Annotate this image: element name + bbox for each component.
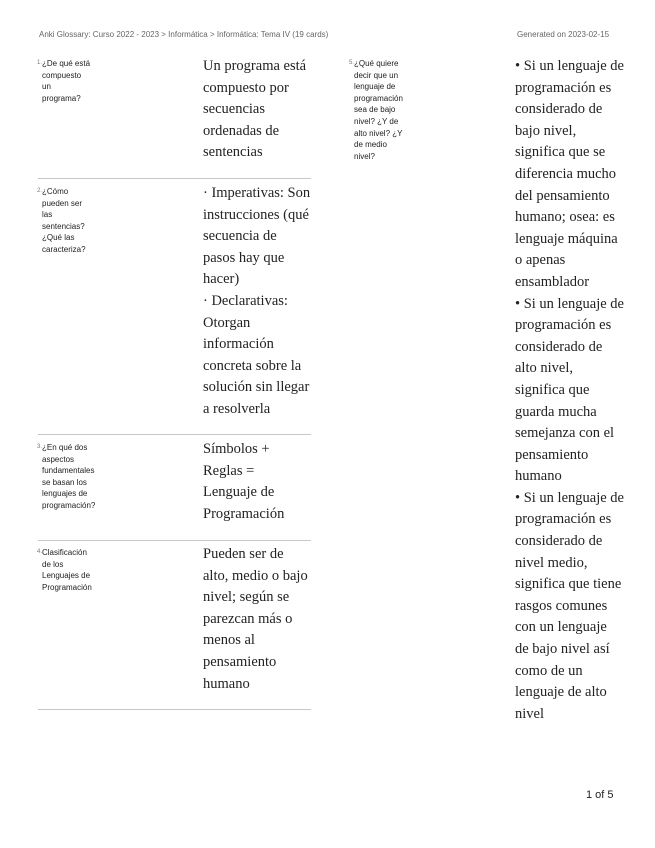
text-line: ¿Cómo bbox=[42, 187, 69, 196]
text-line: aspectos bbox=[42, 454, 75, 464]
text-line: programación? bbox=[42, 500, 96, 510]
text-line: Clasificación bbox=[42, 548, 87, 557]
text-line: a resolverla bbox=[203, 400, 271, 417]
text-line: nivel medio, bbox=[515, 554, 588, 571]
document-title: Anki Glossary: Curso 2022 - 2023 > Informática > Informática: Tema IV (19 cards) bbox=[39, 30, 329, 39]
text-line: considerado de bbox=[515, 533, 603, 550]
card-question bbox=[37, 186, 86, 256]
text-line: significa que tiene bbox=[515, 576, 622, 593]
text-line: lenguaje máquina bbox=[515, 230, 618, 247]
text-line: información bbox=[203, 336, 274, 353]
text-line: lenguaje de bbox=[354, 82, 396, 92]
text-line: las bbox=[42, 210, 53, 220]
text-line: menos al bbox=[203, 632, 255, 649]
card-divider bbox=[38, 709, 311, 710]
card-number: 3. bbox=[37, 444, 43, 450]
text-line: alto, medio o bajo bbox=[203, 567, 308, 584]
text-line: · Declarativas: bbox=[203, 292, 288, 309]
card-question bbox=[37, 442, 96, 512]
text-line: Otorgan bbox=[203, 314, 251, 331]
text-line: Programación bbox=[42, 582, 92, 592]
card-divider bbox=[38, 540, 311, 541]
card-question bbox=[37, 58, 91, 104]
text-line: bajo nivel, bbox=[515, 122, 577, 139]
text-line: ¿Qué quiere bbox=[354, 59, 399, 68]
text-line: semejanza con el bbox=[515, 425, 615, 442]
text-line: instrucciones (qué bbox=[203, 206, 309, 223]
card-question bbox=[349, 58, 403, 162]
text-line: como de un bbox=[515, 662, 583, 679]
generated-date: Generated on 2023-02-15 bbox=[517, 30, 610, 39]
text-line: humano bbox=[515, 468, 562, 485]
text-line: lenguaje de alto bbox=[515, 684, 607, 701]
text-line: alto nivel? ¿Y bbox=[354, 128, 403, 138]
text-line: concreta sobre la bbox=[203, 357, 302, 374]
card-number: 1. bbox=[37, 60, 43, 66]
text-line: pasos hay que bbox=[203, 249, 285, 266]
text-line: hacer) bbox=[203, 271, 240, 288]
text-line: programación es bbox=[515, 317, 612, 334]
text-line: se basan los bbox=[42, 477, 87, 487]
text-line: ¿En qué dos bbox=[42, 443, 88, 452]
text-line: diferencia mucho bbox=[515, 165, 617, 182]
text-line: • Si un lenguaje de bbox=[515, 58, 624, 74]
text-line: ordenadas de bbox=[203, 122, 280, 139]
text-line: Lenguajes de bbox=[42, 571, 91, 581]
text-line: Pueden ser de bbox=[203, 546, 284, 562]
card-answer bbox=[203, 183, 310, 421]
text-line: guarda mucha bbox=[515, 403, 597, 420]
text-line: del pensamiento bbox=[515, 187, 610, 204]
text-line: solución sin llegar bbox=[203, 379, 310, 396]
text-line: pensamiento bbox=[515, 446, 589, 463]
text-line: Lenguaje de bbox=[203, 484, 275, 501]
text-line: programación bbox=[354, 93, 403, 103]
text-line: significa que se bbox=[515, 144, 606, 161]
text-line: de medio bbox=[354, 140, 387, 150]
text-line: nivel? ¿Y de bbox=[354, 116, 399, 126]
text-line: ensamblador bbox=[515, 273, 590, 290]
text-line: considerado de bbox=[515, 101, 603, 118]
card-answer bbox=[203, 56, 306, 164]
text-line: un bbox=[42, 82, 51, 92]
text-line: ¿De qué está bbox=[42, 59, 91, 68]
text-line: ¿Qué las bbox=[42, 233, 75, 243]
text-line: programación es bbox=[515, 511, 612, 528]
text-line: nivel? bbox=[354, 151, 375, 161]
text-line: rasgos comunes bbox=[515, 597, 608, 614]
card-number: 2. bbox=[37, 188, 43, 194]
card-answer bbox=[515, 56, 624, 725]
card-answer bbox=[203, 439, 284, 525]
text-line: Reglas = bbox=[203, 462, 255, 479]
text-line: nivel bbox=[515, 705, 544, 722]
text-line: compuesto por bbox=[203, 79, 289, 96]
text-line: • Si un lenguaje de bbox=[515, 489, 624, 506]
text-line: pensamiento bbox=[203, 653, 277, 670]
card-number: 4. bbox=[37, 549, 43, 555]
text-line: pueden ser bbox=[42, 198, 83, 208]
card-divider bbox=[38, 434, 311, 435]
text-line: considerado de bbox=[515, 338, 603, 355]
text-line: secuencia de bbox=[203, 228, 277, 245]
text-line: programación es bbox=[515, 79, 612, 96]
card-answer bbox=[203, 544, 308, 695]
text-line: de los bbox=[42, 559, 64, 569]
text-line: secuencias bbox=[203, 101, 265, 118]
text-line: significa que bbox=[515, 381, 590, 398]
text-line: Programación bbox=[203, 505, 285, 522]
text-line: compuesto bbox=[42, 70, 82, 80]
card-divider bbox=[38, 178, 311, 179]
text-line: nivel; según se bbox=[203, 589, 290, 606]
text-line: sentencias bbox=[203, 144, 263, 161]
text-line: sentencias? bbox=[42, 221, 85, 231]
text-line: sea de bajo bbox=[354, 105, 396, 115]
text-line: con un lenguaje bbox=[515, 619, 607, 636]
text-line: humano; osea: es bbox=[515, 209, 615, 226]
text-line: o apenas bbox=[515, 252, 566, 269]
text-line: alto nivel, bbox=[515, 360, 573, 377]
text-line: programa? bbox=[42, 93, 81, 103]
text-line: humano bbox=[203, 675, 250, 692]
page-number: 1 of 5 bbox=[586, 789, 614, 801]
text-line: fundamentales bbox=[42, 466, 95, 476]
text-line: Un programa está bbox=[203, 58, 307, 74]
text-line: de bajo nivel así bbox=[515, 641, 610, 658]
text-line: parezcan más o bbox=[203, 610, 293, 627]
text-line: decir que un bbox=[354, 70, 399, 80]
text-line: · Imperativas: Son bbox=[203, 185, 311, 201]
text-line: • Si un lenguaje de bbox=[515, 295, 624, 312]
text-line: caracteriza? bbox=[42, 244, 86, 254]
text-line: lenguajes de bbox=[42, 489, 88, 499]
card-number: 5. bbox=[349, 60, 355, 66]
card-question bbox=[37, 547, 92, 593]
text-line: Símbolos + bbox=[203, 441, 270, 457]
